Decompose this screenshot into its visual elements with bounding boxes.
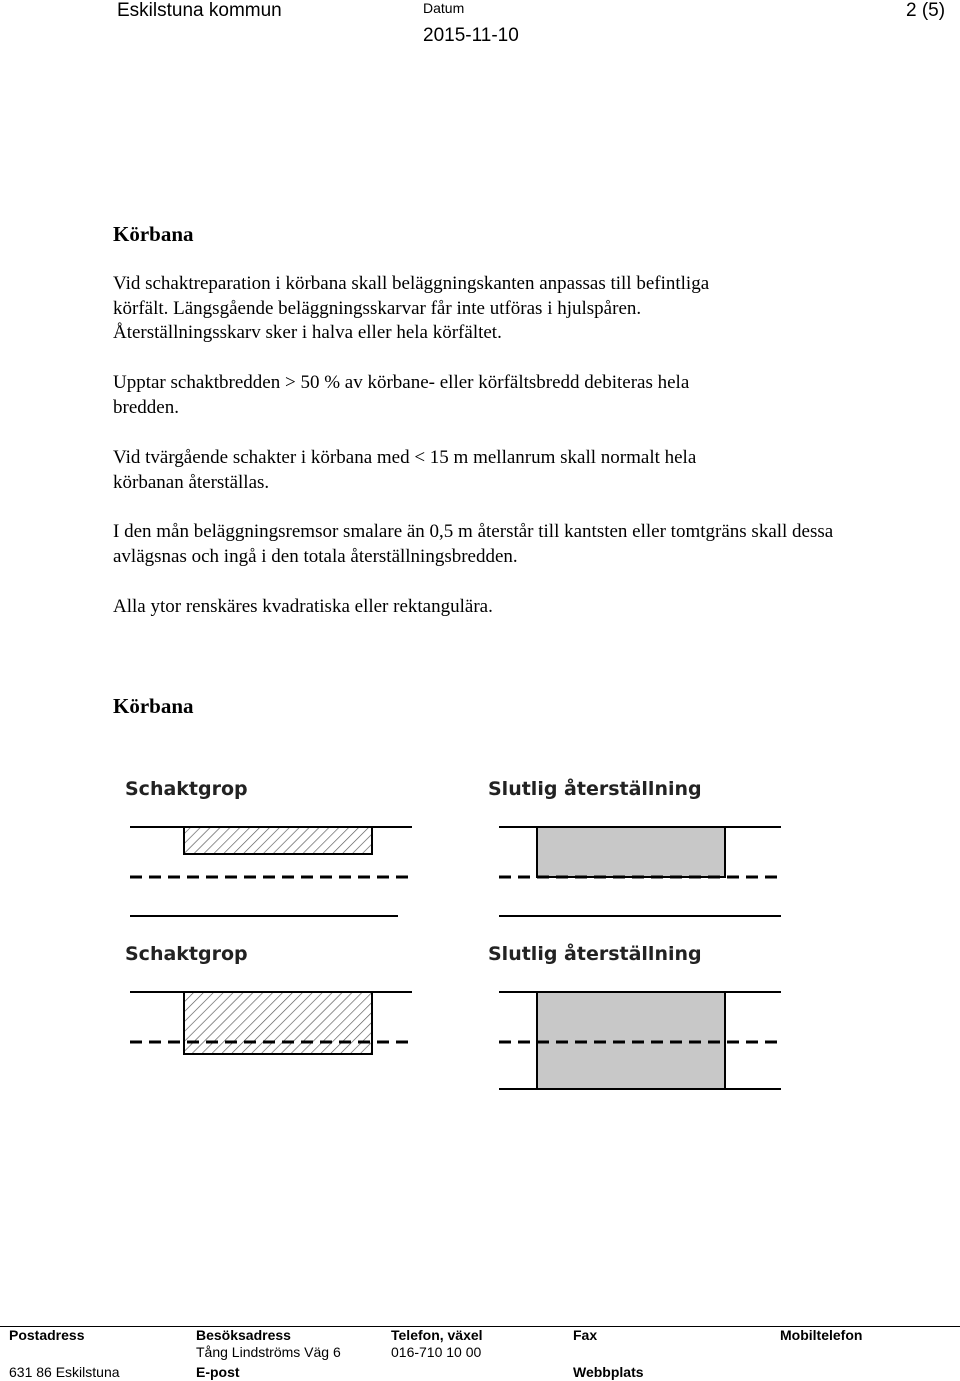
paragraph-1-line-1: Vid schaktreparation i körbana skall beläggningskanten anpassas till befintliga [113,273,710,294]
footer-mobil-label: Mobiltelefon [780,1327,863,1343]
label-slutlig-bottom: Slutlig återställning [488,943,702,965]
organization-name: Eskilstuna kommun [117,0,282,21]
label-schaktgrop-top: Schaktgrop [125,778,248,800]
paragraph-2-line-1: Upptar schaktbredden > 50 % av körbane- eller körfältsbredd debiteras hela [113,372,690,393]
label-slutlig-top: Slutlig återställning [488,778,702,800]
paragraph-1-line-3: Återställningsskarv sker i halva eller hela körfältet. [113,322,502,343]
paragraph-2-line-2: bredden. [113,396,179,418]
paragraph-3-line-1: Vid tvärgående schakter i körbana med < 15 m mellanrum skall normalt hela [113,447,697,468]
footer-besoksadress-value: Tång Lindströms Väg 6 [196,1344,341,1360]
footer-telefon-value: 016-710 10 00 [391,1344,482,1360]
restored-area [537,827,725,877]
figure-heading: Körbana [113,694,194,718]
footer-besoksadress-label: Besöksadress [196,1327,291,1343]
diagram-schaktgrop-top [130,827,412,916]
date-value: 2015-11-10 [423,25,519,46]
paragraph-1-line-2: körfält. Längsgående beläggningsskarvar får inte utföras i hjulspåren. [113,297,642,319]
diagram-slutlig-bottom [499,992,781,1089]
section-heading: Körbana [113,222,194,246]
diagram-slutlig-top [499,827,781,916]
paragraph-2 [113,371,689,420]
label-schaktgrop-bottom: Schaktgrop [125,943,248,965]
paragraph-1 [113,272,709,346]
paragraph-4-line-2: avlägsnas och ingå i den totala återställningsbredden. [113,545,518,567]
paragraph-4-line-1: I den mån beläggningsremsor smalare än 0,5 m återstår till kantsten eller tomtgräns skall dessa [113,521,834,542]
footer-webbplats-label: Webbplats [573,1364,644,1380]
excavation-area [184,827,372,854]
date-label: Datum [423,0,465,16]
diagram-schaktgrop-bottom [130,992,412,1054]
paragraph-4 [113,520,833,569]
excavation-area [184,992,372,1054]
paragraph-3-line-2: körbanan återställas. [113,471,270,493]
footer-fax-label: Fax [573,1327,598,1343]
footer-postadress-value: 631 86 Eskilstuna [9,1364,120,1380]
paragraph-3 [113,446,696,495]
excavation-diagram [0,760,960,1100]
footer-epost-label: E-post [196,1364,240,1380]
paragraph-5: Alla ytor renskäres kvadratiska eller rektangulära. [113,596,493,617]
footer-telefon-label: Telefon, växel [391,1327,483,1343]
footer-postadress-label: Postadress [9,1327,85,1343]
page-number: 2 (5) [906,0,946,21]
